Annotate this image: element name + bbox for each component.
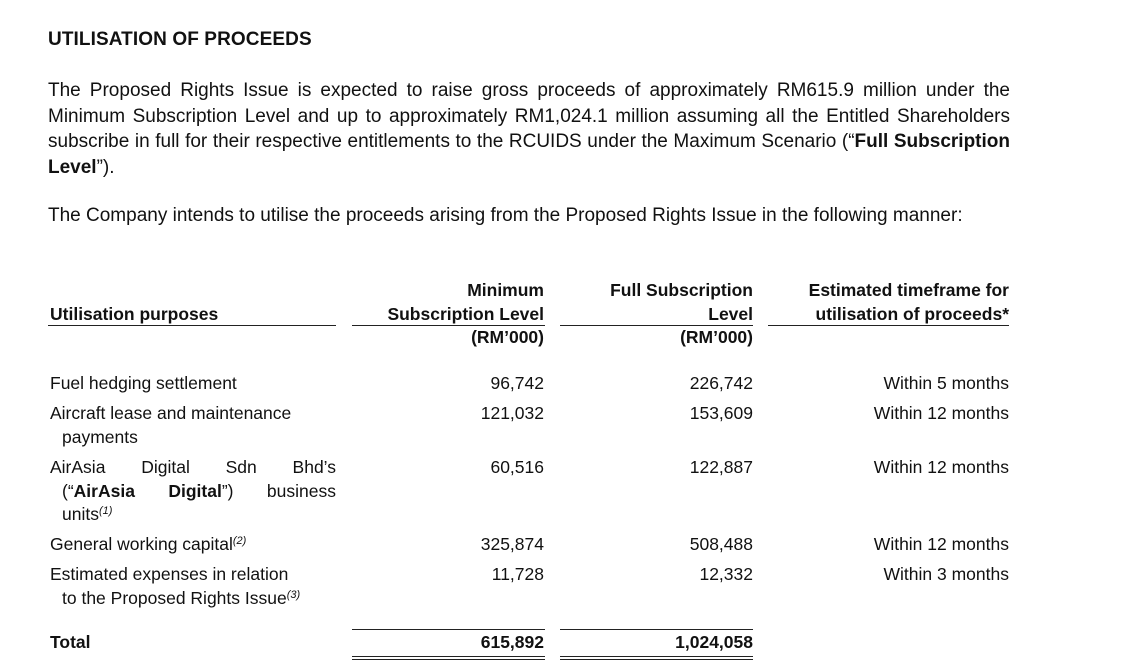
purpose-text-continued: payments [62, 426, 138, 447]
header-utilisation-purposes: Utilisation purposes [50, 304, 219, 324]
total-rule-bottom-min [352, 656, 545, 657]
purpose-text: Aircraft lease and maintenance [50, 403, 292, 423]
total-rule-top-min [352, 629, 545, 630]
purpose-text: General working capital [50, 534, 233, 554]
header-full-subscription [560, 279, 753, 350]
header-rule-time [768, 325, 1009, 326]
intro-bold-term: Full Subscription Level [48, 131, 1010, 178]
intro-text-after: ”). [96, 156, 115, 178]
table-row-purpose [50, 402, 336, 449]
purpose-quote-open: (“ [62, 480, 74, 501]
table-row-min-value: 325,874 [480, 534, 544, 554]
header-time-line1: Estimated timeframe for [808, 280, 1009, 300]
total-rule-top-full [560, 629, 753, 630]
purpose-text-end: to the Proposed Rights Issue [62, 587, 287, 608]
table-row-purpose [50, 563, 336, 610]
table-row-timeframe: Within 12 months [873, 534, 1009, 554]
table-row-purpose [50, 372, 336, 396]
purpose-text: Fuel hedging settlement [50, 373, 237, 393]
header-full-unit: (RM’000) [680, 327, 753, 347]
table-row-min-value: 11,728 [491, 564, 544, 584]
table-row-full-value: 226,742 [689, 373, 753, 393]
purpose-text: AirAsia Digital Sdn Bhd’s [50, 457, 336, 477]
purpose-text-continued [50, 587, 336, 611]
total-rule-bottom-full-double [560, 659, 753, 660]
header-minimum-subscription [352, 279, 544, 350]
total-rule-bottom-min-double [352, 659, 545, 660]
table-row-min-value: 121,032 [480, 403, 544, 423]
purpose-bold-term: AirAsia Digital [73, 480, 222, 501]
header-full-line2: Level [708, 303, 753, 324]
table-row-full-value: 12,332 [699, 564, 753, 584]
manner-paragraph: The Company intends to utilise the proceeds arising from the Proposed Rights Issue in the following manner: [48, 205, 963, 226]
header-full-line1: Full Subscription [610, 280, 753, 300]
total-label: Total [50, 632, 91, 652]
header-min-line1: Minimum [467, 280, 544, 300]
purpose-text-continued [50, 503, 336, 527]
table-row-timeframe: Within 12 months [873, 457, 1009, 477]
total-min-value: 615,892 [480, 632, 544, 652]
header-rule-min [352, 325, 545, 326]
table-row-timeframe: Within 5 months [883, 373, 1009, 393]
purpose-quote-close: ”) business [221, 480, 336, 501]
purpose-text-continued [50, 480, 336, 504]
purpose-text-end: units [62, 504, 99, 524]
total-rule-bottom-full [560, 656, 753, 657]
total-full-value: 1,024,058 [675, 632, 753, 652]
table-row-full-value: 508,488 [689, 534, 753, 554]
table-row-min-value: 96,742 [490, 373, 544, 393]
table-row-full-value: 153,609 [689, 403, 753, 423]
header-estimated-timeframe [768, 279, 1009, 326]
table-row-min-value: 60,516 [490, 457, 544, 477]
table-row-full-value: 122,887 [689, 457, 753, 477]
header-rule-full [560, 325, 753, 326]
table-row-timeframe: Within 3 months [883, 564, 1009, 584]
intro-paragraph [48, 78, 1010, 180]
footnote-marker: (1) [98, 505, 113, 517]
header-time-line2: utilisation of proceeds* [815, 303, 1009, 324]
section-heading: UTILISATION OF PROCEEDS [48, 29, 312, 50]
table-row-purpose [50, 456, 336, 527]
table-row-purpose [50, 533, 336, 557]
footnote-marker: (2) [232, 535, 247, 547]
intro-text-before: The Proposed Rights Issue is expected to raise gross proceeds of approximately RM615.9 million under the Minimum Subscription Level and up to approximately RM1,024.1 million assuming all the Entitled Shareholders subscribe in full for their respective entitlements to the RCUIDS under the Maximum Scenario (“ [48, 80, 1010, 152]
purpose-text: Estimated expenses in relation [50, 564, 289, 584]
table-row-timeframe: Within 12 months [873, 403, 1009, 423]
header-min-line2: Subscription Level [387, 303, 544, 324]
footnote-marker: (3) [286, 588, 301, 601]
header-rule-purpose [48, 325, 336, 326]
header-min-unit: (RM’000) [471, 327, 544, 347]
